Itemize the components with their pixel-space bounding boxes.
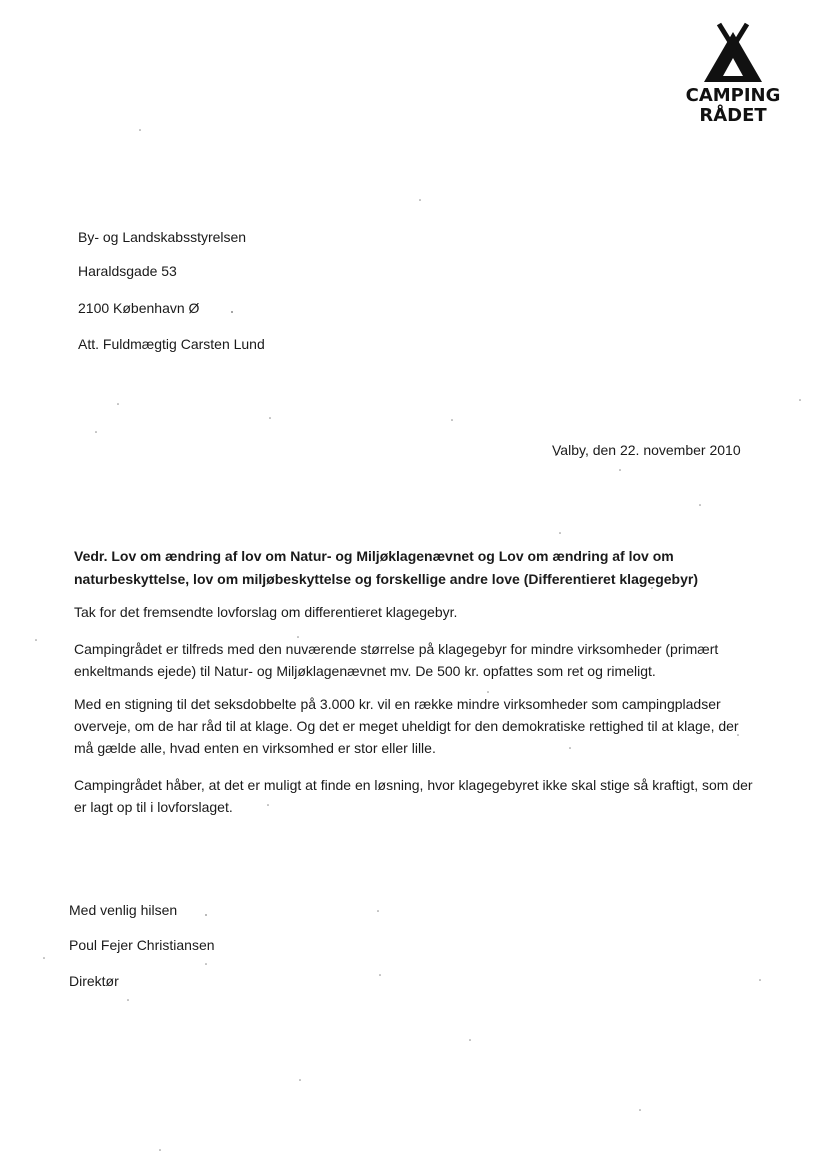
signer-title: Direktør xyxy=(69,973,119,989)
recipient-attention: Att. Fuldmægtig Carsten Lund xyxy=(78,336,265,352)
subject-line: Vedr. Lov om ændring af lov om Natur- og Miljøklagenævnet og Lov om ændring af lov om naturbeskyttelse, lov om miljøbeskyttelse og forskellige andre love (Differentieret klagegebyr) xyxy=(74,548,698,587)
date-line: Valby, den 22. november 2010 xyxy=(552,442,741,458)
recipient-street: Haraldsgade 53 xyxy=(78,263,177,279)
tent-icon xyxy=(704,22,762,84)
paragraph: Campingrådet håber, at det er muligt at finde en løsning, hvor klagegebyret ikke skal stige så kraftigt, som der er lagt op til i lovforslaget. xyxy=(74,777,753,815)
closing-greeting: Med venlig hilsen xyxy=(69,902,178,918)
recipient-city: 2100 København Ø xyxy=(78,300,200,316)
campingraadet-logo xyxy=(668,22,798,126)
logo-text-raadet: RÅDET xyxy=(699,105,767,126)
paragraph: Med en stigning til det seksdobbelte på 3.000 kr. vil en række mindre virksomheder som campingpladser overveje, om de har råd til at klage. Og det er meget uheldigt for den demokratiske rettighed til at klage, der må gælde alle, hvad enten en virksomhed er stor eller lille. xyxy=(74,696,739,756)
paragraph: Tak for det fremsendte lovforslag om differentieret klagegebyr. xyxy=(74,604,458,620)
logo-text-camping: CAMPING xyxy=(685,85,781,106)
signer-name: Poul Fejer Christiansen xyxy=(69,937,215,953)
paragraph: Campingrådet er tilfreds med den nuværende størrelse på klagegebyr for mindre virksomheder (primært enkeltmands ejede) til Natur- og Miljøklagenævnet mv. De 500 kr. opfattes som ret og rimeligt. xyxy=(74,641,719,679)
recipient-org: By- og Landskabsstyrelsen xyxy=(78,229,247,245)
